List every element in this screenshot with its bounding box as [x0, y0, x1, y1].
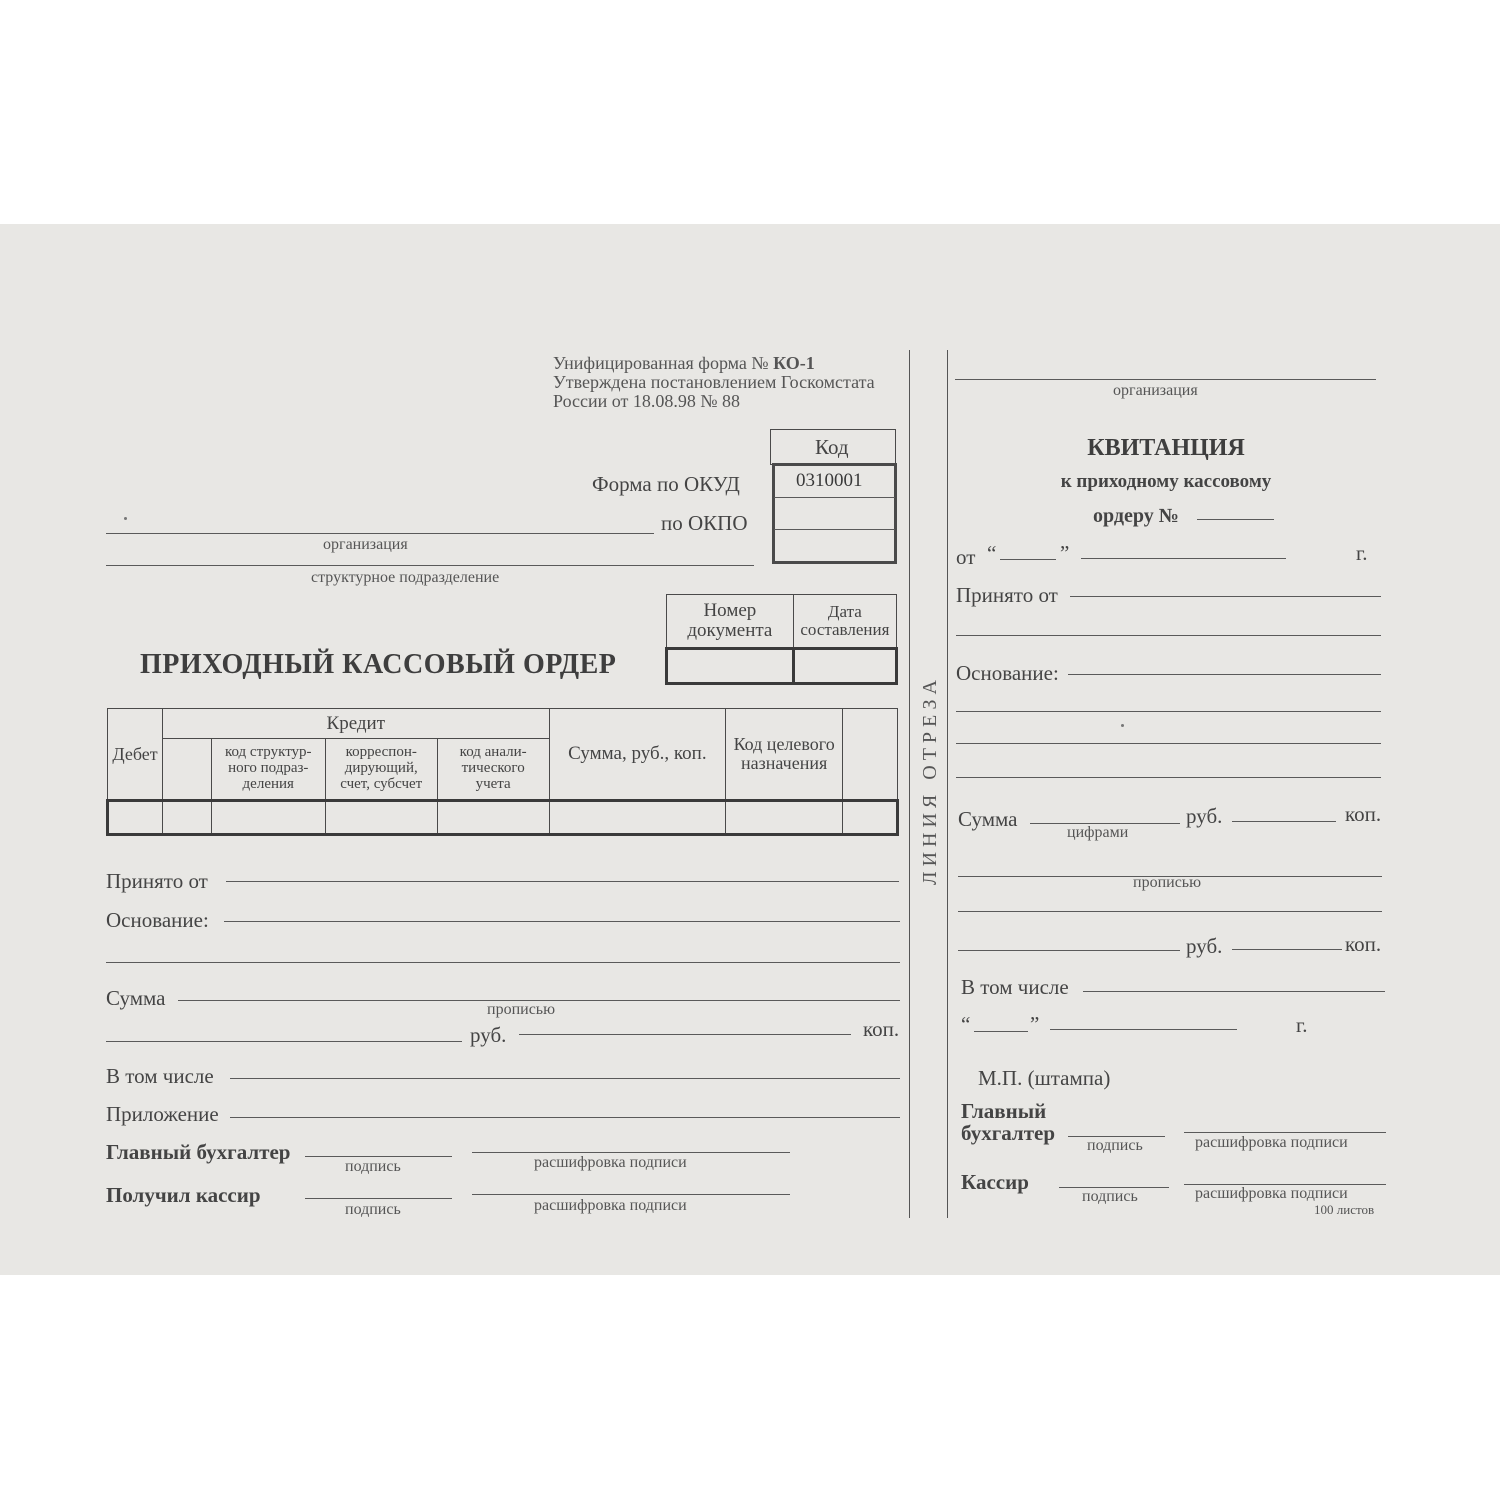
- receipt-chief-label-1: Главный: [961, 1099, 1047, 1123]
- chief-accountant-label: Главный бухгалтер: [106, 1140, 291, 1164]
- in-figures-caption: цифрами: [1067, 824, 1129, 841]
- receipt-received-from-label: Принято от: [956, 583, 1058, 607]
- analytic-code-header: код анали-тического учета: [437, 739, 549, 801]
- code-header: Код: [815, 435, 849, 459]
- receipt-kop-label: коп.: [1345, 802, 1382, 826]
- doc-date-header: Дата составления: [793, 595, 896, 649]
- attachment-line[interactable]: [230, 1117, 900, 1118]
- cut-line-label: ЛИНИЯ ОТРЕЗА: [919, 675, 941, 885]
- receipt-order-number-label: ордеру №: [1093, 505, 1179, 527]
- including-line[interactable]: [230, 1078, 900, 1079]
- quote-open: “: [961, 1012, 971, 1036]
- receipt-in-words-caption: прописью: [1133, 874, 1202, 891]
- receipt-organization-caption: организация: [1113, 382, 1198, 399]
- chief-decoding-line[interactable]: [472, 1152, 790, 1153]
- receipt-basis-line-2[interactable]: [956, 711, 1381, 712]
- receipt-date-month-line[interactable]: [1050, 1029, 1237, 1030]
- speck: [124, 517, 127, 520]
- receipt-received-from-line-2[interactable]: [956, 635, 1381, 636]
- sum-label: Сумма: [106, 986, 166, 1010]
- analytic-code-cell[interactable]: [437, 801, 549, 835]
- receipt-basis-label: Основание:: [956, 661, 1059, 685]
- kop-line[interactable]: [519, 1034, 851, 1035]
- basis-line[interactable]: [224, 921, 900, 922]
- subunit-code-cell[interactable]: [211, 801, 325, 835]
- receipt-title: КВИТАНЦИЯ: [1087, 435, 1245, 461]
- doc-number-header: Номер документа: [667, 595, 794, 649]
- extra-header: [843, 709, 898, 801]
- receipt-rub-label: руб.: [1186, 804, 1223, 828]
- okpo-label: по ОКПО: [661, 511, 748, 535]
- corr-account-header: корреспон-дирующий, счет, субсчет: [325, 739, 437, 801]
- form-code: КО-1: [773, 353, 815, 373]
- receipt-kop-line[interactable]: [1232, 821, 1336, 822]
- doc-date-value[interactable]: [793, 649, 896, 684]
- received-cashier-label: Получил кассир: [106, 1183, 261, 1207]
- purpose-code-header: Код целевого назначения: [726, 709, 843, 801]
- quote-close: ”: [1030, 1012, 1040, 1036]
- organization-line[interactable]: [106, 533, 654, 534]
- corr-account-cell[interactable]: [325, 801, 437, 835]
- receipt-received-from-line[interactable]: [1070, 596, 1381, 597]
- unified-form-prefix: Унифицированная форма №: [553, 353, 769, 373]
- receipt-day-line[interactable]: [1000, 559, 1056, 560]
- approval-date-line: России от 18.08.98 № 88: [553, 391, 741, 411]
- organization-caption: организация: [323, 536, 408, 553]
- sum-words-line-2[interactable]: [106, 1041, 462, 1042]
- receipt-including-label: В том числе: [961, 975, 1069, 999]
- signature-caption: подпись: [1087, 1137, 1143, 1154]
- attachment-label: Приложение: [106, 1102, 219, 1126]
- receipt-kop-label-2: коп.: [1345, 932, 1382, 956]
- approval-line: Утверждена постановлением Госкомстата: [553, 372, 875, 392]
- cashier-signature-line[interactable]: [305, 1198, 452, 1199]
- unified-form-label: [553, 354, 815, 372]
- document-title: ПРИХОДНЫЙ КАССОВЫЙ ОРДЕР: [140, 649, 617, 680]
- document-number-date-table: [665, 594, 898, 685]
- cut-line-right: [947, 350, 948, 1218]
- receipt-order-number-line[interactable]: [1197, 519, 1274, 520]
- rub-label: руб.: [470, 1023, 507, 1047]
- received-from-label: Принято от: [106, 869, 208, 893]
- divider: [774, 529, 895, 530]
- receipt-including-line[interactable]: [1083, 991, 1385, 992]
- sheet-count: 100 листов: [1314, 1202, 1375, 1217]
- divider: [774, 497, 895, 498]
- okud-value[interactable]: 0310001: [796, 470, 863, 491]
- doc-number-value[interactable]: [667, 649, 794, 684]
- receipt-date-day-line[interactable]: [974, 1031, 1028, 1032]
- extra-cell[interactable]: [843, 801, 898, 835]
- subunit-code-header: код структур-ного подраз-деления: [211, 739, 325, 801]
- credit-blank-cell[interactable]: [162, 801, 211, 835]
- kop-label: коп.: [863, 1017, 900, 1041]
- receipt-basis-line-3[interactable]: [956, 743, 1381, 744]
- stamp-label: М.П. (штампа): [978, 1066, 1111, 1090]
- signature-caption: подпись: [345, 1158, 401, 1175]
- signature-caption: подпись: [345, 1201, 401, 1218]
- credit-blank-header: [162, 739, 211, 801]
- receipt-kop-line-2[interactable]: [1232, 949, 1342, 950]
- subdivision-line[interactable]: [106, 565, 754, 566]
- receipt-rub-label-2: руб.: [1186, 934, 1223, 958]
- purpose-code-cell[interactable]: [726, 801, 843, 835]
- receipt-sum-words-line-3[interactable]: [958, 950, 1180, 951]
- receipt-organization-line[interactable]: [955, 379, 1376, 380]
- accounting-table: [106, 708, 899, 836]
- received-from-line[interactable]: [226, 881, 899, 882]
- receipt-year-label: г.: [1356, 541, 1368, 565]
- debit-cell[interactable]: [108, 801, 163, 835]
- basis-line-2[interactable]: [106, 962, 900, 963]
- chief-signature-line[interactable]: [305, 1156, 452, 1157]
- signature-decoding-caption: расшифровка подписи: [534, 1154, 687, 1171]
- okud-label: Форма по ОКУД: [592, 472, 740, 496]
- receipt-sum-label: Сумма: [958, 807, 1018, 831]
- receipt-chief-label-2: бухгалтер: [961, 1121, 1056, 1145]
- basis-label: Основание:: [106, 908, 209, 932]
- receipt-basis-line[interactable]: [1068, 674, 1381, 675]
- receipt-date-year-label: г.: [1296, 1013, 1308, 1037]
- signature-decoding-caption: расшифровка подписи: [1195, 1185, 1348, 1202]
- receipt-subtitle: к приходному кассовому: [1060, 471, 1272, 492]
- receipt-chief-decoding-line[interactable]: [1184, 1132, 1386, 1133]
- quote-close: ”: [1060, 541, 1070, 565]
- credit-header: Кредит: [162, 709, 549, 739]
- sum-header: Сумма, руб., коп.: [549, 709, 726, 801]
- speck: [1121, 724, 1124, 727]
- receipt-sum-words-line-2[interactable]: [958, 911, 1382, 912]
- including-label: В том числе: [106, 1064, 214, 1088]
- signature-decoding-caption: расшифровка подписи: [534, 1197, 687, 1214]
- quote-open: “: [987, 541, 997, 565]
- receipt-basis-line-4[interactable]: [956, 777, 1381, 778]
- cashier-decoding-line[interactable]: [472, 1194, 790, 1195]
- debit-header: Дебет: [108, 709, 163, 801]
- cut-line-left: [909, 350, 910, 1218]
- receipt-cashier-label: Кассир: [961, 1170, 1029, 1194]
- receipt-month-line[interactable]: [1081, 558, 1286, 559]
- in-words-caption: прописью: [487, 1001, 556, 1018]
- signature-caption: подпись: [1082, 1188, 1138, 1205]
- sum-cell[interactable]: [549, 801, 726, 835]
- receipt-from-label: от: [956, 545, 976, 569]
- signature-decoding-caption: расшифровка подписи: [1195, 1134, 1348, 1151]
- subdivision-caption: структурное подразделение: [311, 569, 500, 586]
